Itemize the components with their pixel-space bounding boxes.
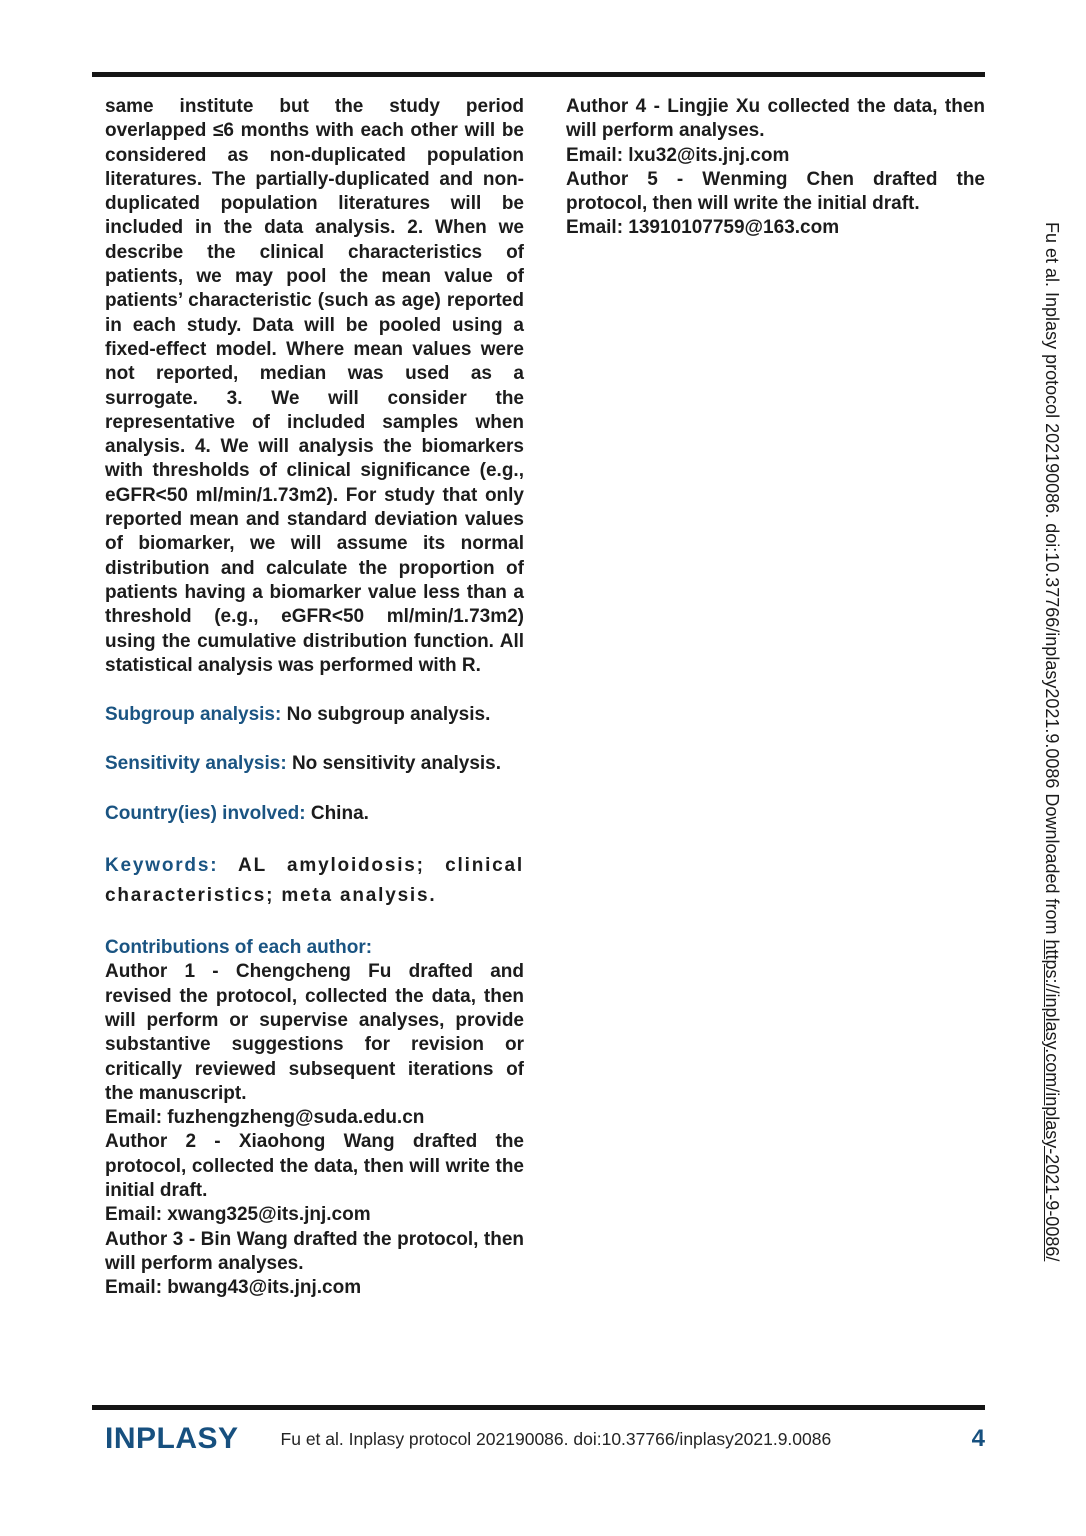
sidebar-vertical-citation: [1042, 222, 1062, 1261]
author-2-email: Email: xwang325@its.jnj.com: [105, 1204, 371, 1226]
left-column: [105, 95, 524, 1300]
countries-involved-label: Country(ies) involved:: [105, 802, 306, 824]
author-5-email: Email: 13910107759@163.com: [566, 217, 840, 239]
sidebar-citation-link[interactable]: https://inplasy.com/inplasy-2021-9-0086/: [1042, 939, 1062, 1262]
methods-paragraph: same institute but the study period overlapped ≤6 months with each other will be considered as non-duplicated population literatures. The partially-duplicated and non-duplicated population literatures will be included in the data analysis. 2. When we describe the clinical characteristics of patients, we may pool the mean value of patients’ characteristic (such as age) reported in each study. Data will be pooled using a fixed-effect model. Where mean values were not reported, median was used as a surrogate. 3. We will consider the representative of included samples when analysis. 4. We will analysis the biomarkers with thresholds of clinical significance (e.g., eGFR<50 ml/min/1.73m2). For study that only reported mean and standard deviation values of biomarker, we will assume its normal distribution and calculate the proportion of patients having a biomarker value less than a threshold (e.g., eGFR<50 ml/min/1.73m2) using the cumulative distribution function. All statistical analysis was performed with R.: [105, 96, 524, 676]
subgroup-analysis-row: [105, 703, 524, 727]
author-4-contribution: Author 4 - Lingjie Xu collected the data, then will perform analyses.: [566, 96, 985, 142]
sidebar-citation-text: Fu et al. Inplasy protocol 202190086. doi:10.37766/inplasy2021.9.0086 Downloaded from: [1042, 222, 1062, 940]
author-4-email: Email: lxu32@its.jnj.com: [566, 144, 790, 166]
countries-involved-value: China.: [310, 802, 369, 824]
keywords-label: Keywords:: [105, 855, 219, 877]
keywords-row: [105, 851, 524, 911]
author-1-email: Email: fuzhengzheng@suda.edu.cn: [105, 1107, 425, 1129]
sensitivity-analysis-label: Sensitivity analysis:: [105, 753, 287, 775]
top-rule: [92, 72, 985, 77]
author-5-contribution: Author 5 - Wenming Chen drafted the protocol, then will write the initial draft.: [566, 168, 985, 215]
footer-citation: Fu et al. Inplasy protocol 202190086. doi:10.37766/inplasy2021.9.0086: [280, 1428, 832, 1449]
author-1-contribution: Author 1 - Chengcheng Fu drafted and revised the protocol, collected the data, then will perform or supervise analyses, provide substantive suggestions for revision or critically reviewed subsequent iterations of the manuscript.: [105, 961, 524, 1104]
contributions-section: [105, 936, 524, 1300]
subgroup-analysis-value: No subgroup analysis.: [286, 704, 491, 726]
footer-row: [105, 1422, 985, 1456]
inplasy-logo: INPLASY: [105, 1422, 239, 1455]
contributions-heading: Contributions of each author:: [105, 937, 373, 959]
footer-rule: [92, 1405, 985, 1410]
right-column: [566, 95, 985, 1300]
subgroup-analysis-label: Subgroup analysis:: [105, 704, 282, 726]
author-3-email: Email: bwang43@its.jnj.com: [105, 1277, 362, 1299]
sensitivity-analysis-row: [105, 752, 524, 776]
page-number: 4: [971, 1425, 985, 1452]
countries-involved-row: [105, 802, 524, 826]
two-column-body: [105, 95, 985, 1300]
author-2-contribution: Author 2 - Xiaohong Wang drafted the protocol, collected the data, then will write the initial draft.: [105, 1131, 524, 1201]
author-3-contribution: Author 3 - Bin Wang drafted the protocol, then will perform analyses.: [105, 1228, 524, 1274]
sensitivity-analysis-value: No sensitivity analysis.: [291, 753, 502, 775]
keywords-value: AL amyloidosis; clinical characteristics; meta analysis.: [105, 855, 524, 907]
